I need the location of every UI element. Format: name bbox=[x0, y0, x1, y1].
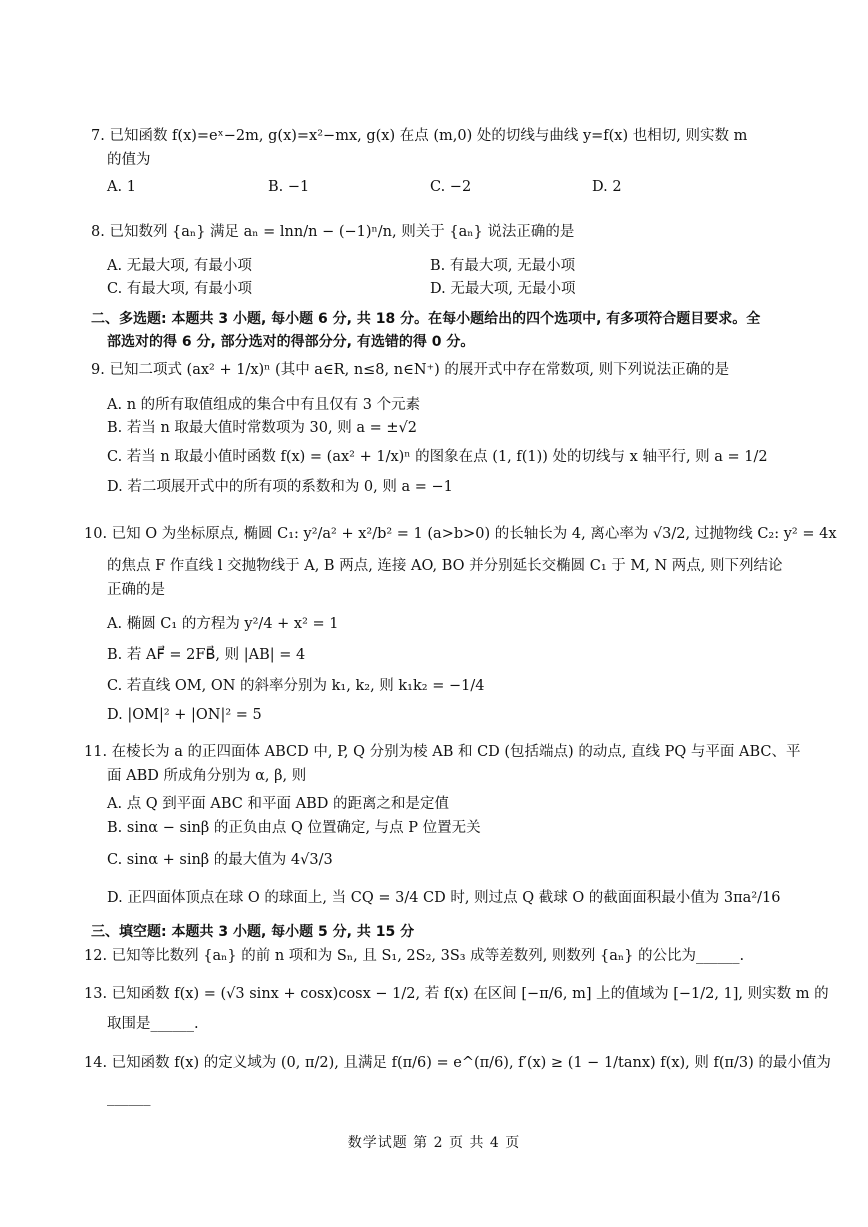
q11-option-a: A. 点 Q 到平面 ABC 和平面 ABD 的距离之和是定值 bbox=[107, 796, 449, 812]
q7-stem-line2: 的值为 bbox=[107, 152, 151, 168]
q13-line1: 13. 已知函数 f(x) = (√3 sinx + cosx)cosx − 1/2, 若 f(x) 在区间 [−π/6, m] 上的值域为 [−1/2, 1], 则实数 m 的 bbox=[84, 986, 829, 1002]
q9-option-c: C. 若当 n 取最小值时函数 f(x) = (ax² + 1/x)ⁿ 的图象在点 (1, f(1)) 处的切线与 x 轴平行, 则 a = 1/2 bbox=[107, 449, 768, 465]
q9-option-a: A. n 的所有取值组成的集合中有且仅有 3 个元素 bbox=[107, 397, 421, 413]
q11-stem-line1: 11. 在棱长为 a 的正四面体 ABCD 中, P, Q 分别为棱 AB 和 CD (包括端点) 的动点, 直线 PQ 与平面 ABC、平 bbox=[84, 744, 801, 760]
section2-heading-line1: 二、多选题: 本题共 3 小题, 每小题 6 分, 共 18 分。在每小题给出的四个选项中, 有多项符合题目要求。全 bbox=[91, 311, 761, 327]
q7-option-c: C. −2 bbox=[430, 179, 472, 195]
q14-line1: 14. 已知函数 f(x) 的定义域为 (0, π/2), 且满足 f(π/6) = e^(π/6), f′(x) ≥ (1 − 1/tanx) f(x), 则 f(π/3) 的最小值为 bbox=[84, 1055, 831, 1071]
q7-option-b: B. −1 bbox=[268, 179, 310, 195]
q7-option-a: A. 1 bbox=[107, 179, 136, 195]
q9-option-b: B. 若当 n 取最大值时常数项为 30, 则 a = ±√2 bbox=[107, 420, 417, 436]
q8-option-a: A. 无最大项, 有最小项 bbox=[107, 258, 252, 274]
q11-stem-line2: 面 ABD 所成角分别为 α, β, 则 bbox=[107, 768, 307, 784]
q10-option-c: C. 若直线 OM, ON 的斜率分别为 k₁, k₂, 则 k₁k₂ = −1/4 bbox=[107, 678, 485, 694]
q10-option-a: A. 椭圆 C₁ 的方程为 y²/4 + x² = 1 bbox=[107, 616, 339, 632]
q7-option-d: D. 2 bbox=[592, 179, 622, 195]
page-footer: 数学试题 第 2 页 共 4 页 bbox=[347, 1135, 521, 1151]
q8-option-d: D. 无最大项, 无最小项 bbox=[430, 281, 576, 297]
q9-stem: 9. 已知二项式 (ax² + 1/x)ⁿ (其中 a∈R, n≤8, n∈N⁺) 的展开式中存在常数项, 则下列说法正确的是 bbox=[91, 362, 730, 378]
q10-stem-line2: 的焦点 F 作直线 l 交抛物线于 A, B 两点, 连接 AO, BO 并分别延长交椭圆 C₁ 于 M, N 两点, 则下列结论 bbox=[107, 558, 783, 574]
q11-option-d: D. 正四面体顶点在球 O 的球面上, 当 CQ = 3/4 CD 时, 则过点 Q 截球 O 的截面面积最小值为 3πa²/16 bbox=[107, 890, 781, 906]
q10-stem-line3: 正确的是 bbox=[107, 582, 165, 598]
q7-stem-line1: 7. 已知函数 f(x)=eˣ−2m, g(x)=x²−mx, g(x) 在点 (m,0) 处的切线与曲线 y=f(x) 也相切, 则实数 m bbox=[91, 128, 748, 144]
q8-stem: 8. 已知数列 {aₙ} 满足 aₙ = lnn/n − (−1)ⁿ/n, 则关于 {aₙ} 说法正确的是 bbox=[91, 224, 575, 240]
q14-line2: ______ bbox=[107, 1090, 151, 1106]
q11-option-c: C. sinα + sinβ 的最大值为 4√3/3 bbox=[107, 852, 333, 868]
q11-option-b: B. sinα − sinβ 的正负由点 Q 位置确定, 与点 P 位置无关 bbox=[107, 820, 481, 836]
q10-option-d: D. |OM|² + |ON|² = 5 bbox=[107, 707, 262, 723]
q9-option-d: D. 若二项展开式中的所有项的系数和为 0, 则 a = −1 bbox=[107, 479, 453, 495]
q13-line2: 取围是______. bbox=[107, 1016, 199, 1032]
q8-option-c: C. 有最大项, 有最小项 bbox=[107, 281, 253, 297]
section3-heading: 三、填空题: 本题共 3 小题, 每小题 5 分, 共 15 分 bbox=[91, 924, 415, 940]
q12-stem: 12. 已知等比数列 {aₙ} 的前 n 项和为 Sₙ, 且 S₁, 2S₂, 3S₃ 成等差数列, 则数列 {aₙ} 的公比为______. bbox=[84, 948, 745, 964]
q8-option-b: B. 有最大项, 无最小项 bbox=[430, 258, 576, 274]
q10-option-b: B. 若 AF⃗ = 2FB⃗, 则 |AB| = 4 bbox=[107, 647, 306, 663]
section2-heading-line2: 部选对的得 6 分, 部分选对的得部分分, 有选错的得 0 分。 bbox=[107, 334, 475, 350]
q10-stem-line1: 10. 已知 O 为坐标原点, 椭圆 C₁: y²/a² + x²/b² = 1 (a>b>0) 的长轴长为 4, 离心率为 √3/2, 过抛物线 C₂: y² = 4x bbox=[84, 526, 837, 542]
